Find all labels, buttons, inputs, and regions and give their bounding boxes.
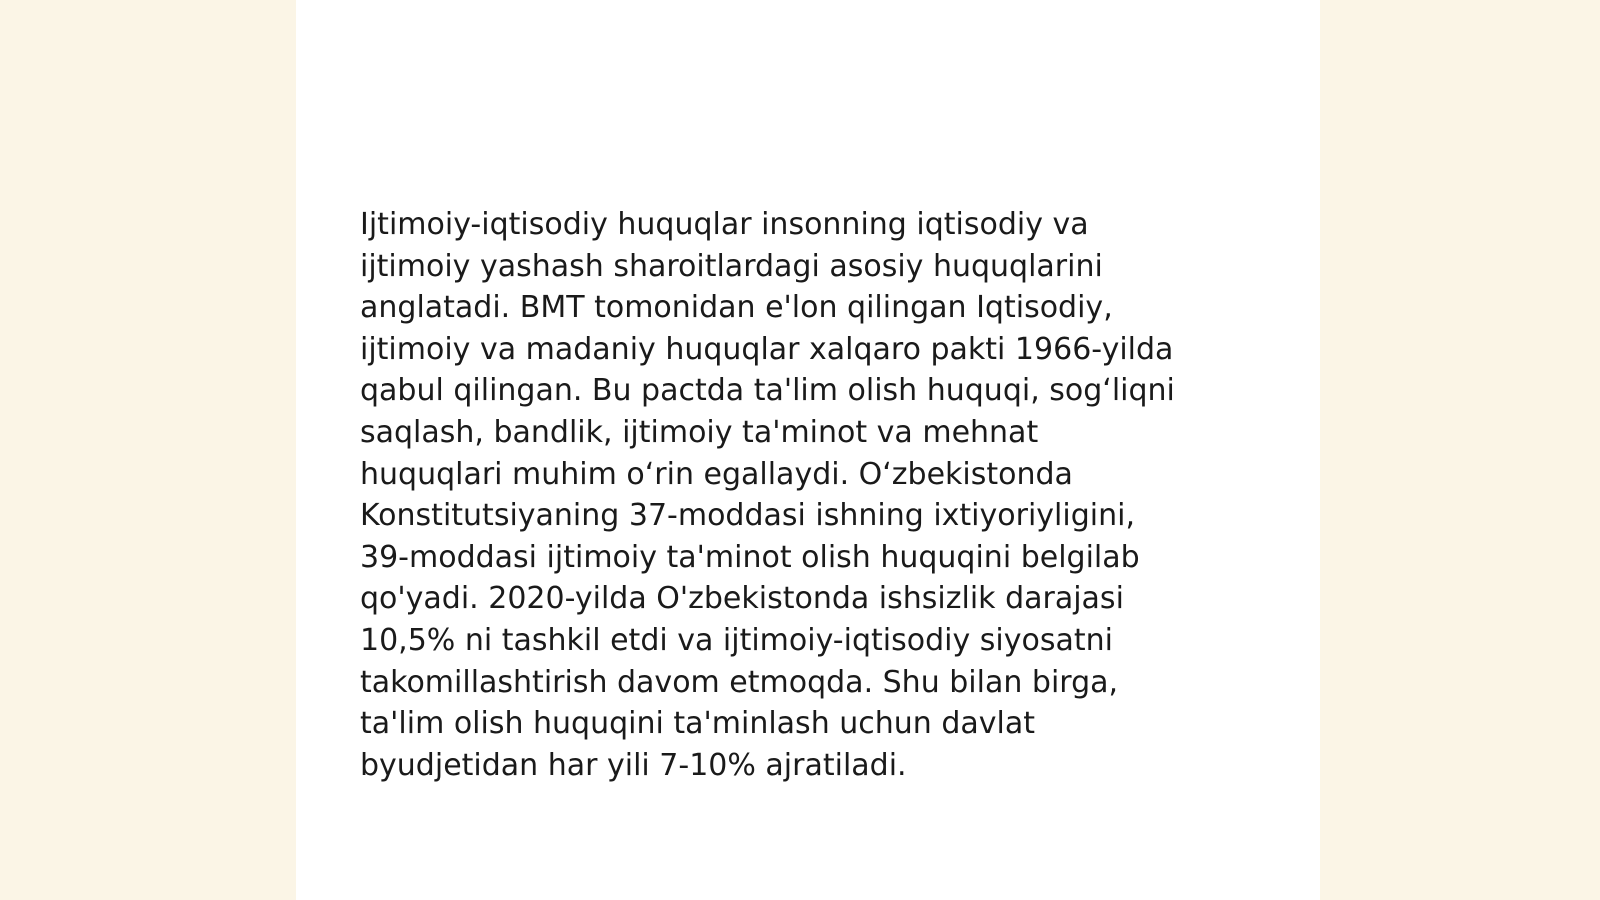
paragraph-line: 39-moddasi ijtimoiy ta'minot olish huquqini belgilab [360,539,1140,575]
paragraph-line: takomillashtirish davom etmoqda. Shu bilan birga, [360,664,1119,700]
paragraph-line: qo'yadi. 2020-yilda O'zbekistonda ishsizlik darajasi [360,581,1124,617]
paragraph-line: ta'lim olish huquqini ta'minlash uchun davlat [360,706,1035,742]
paragraph-line: Ijtimoiy-iqtisodiy huquqlar insonning iqtisodiy va [360,207,1089,242]
paragraph-line: ijtimoiy va madaniy huquqlar xalqaro pakti 1966-yilda [360,331,1174,367]
paragraph-line: Konstitutsiyaning 37-moddasi ishning ixtiyoriyligini, [360,498,1135,534]
slide-paragraph [360,204,1260,786]
paragraph-line: anglatadi. BMT tomonidan e'lon qilingan Iqtisodiy, [360,290,1113,326]
slide-panel [296,0,1320,900]
paragraph-line: huquqlari muhim o‘rin egallaydi. O‘zbekistonda [360,456,1073,492]
paragraph-line: 10,5% ni tashkil etdi va ijtimoiy-iqtisodiy siyosatni [360,622,1113,658]
paragraph-line: saqlash, bandlik, ijtimoiy ta'minot va mehnat [360,414,1039,450]
paragraph-line: byudjetidan har yili 7-10% ajratiladi. [360,747,907,783]
paragraph-line: ijtimoiy yashash sharoitlardagi asosiy huquqlarini [360,248,1103,284]
paragraph-line: qabul qilingan. Bu pactda ta'lim olish huquqi, sog‘liqni [360,373,1175,409]
